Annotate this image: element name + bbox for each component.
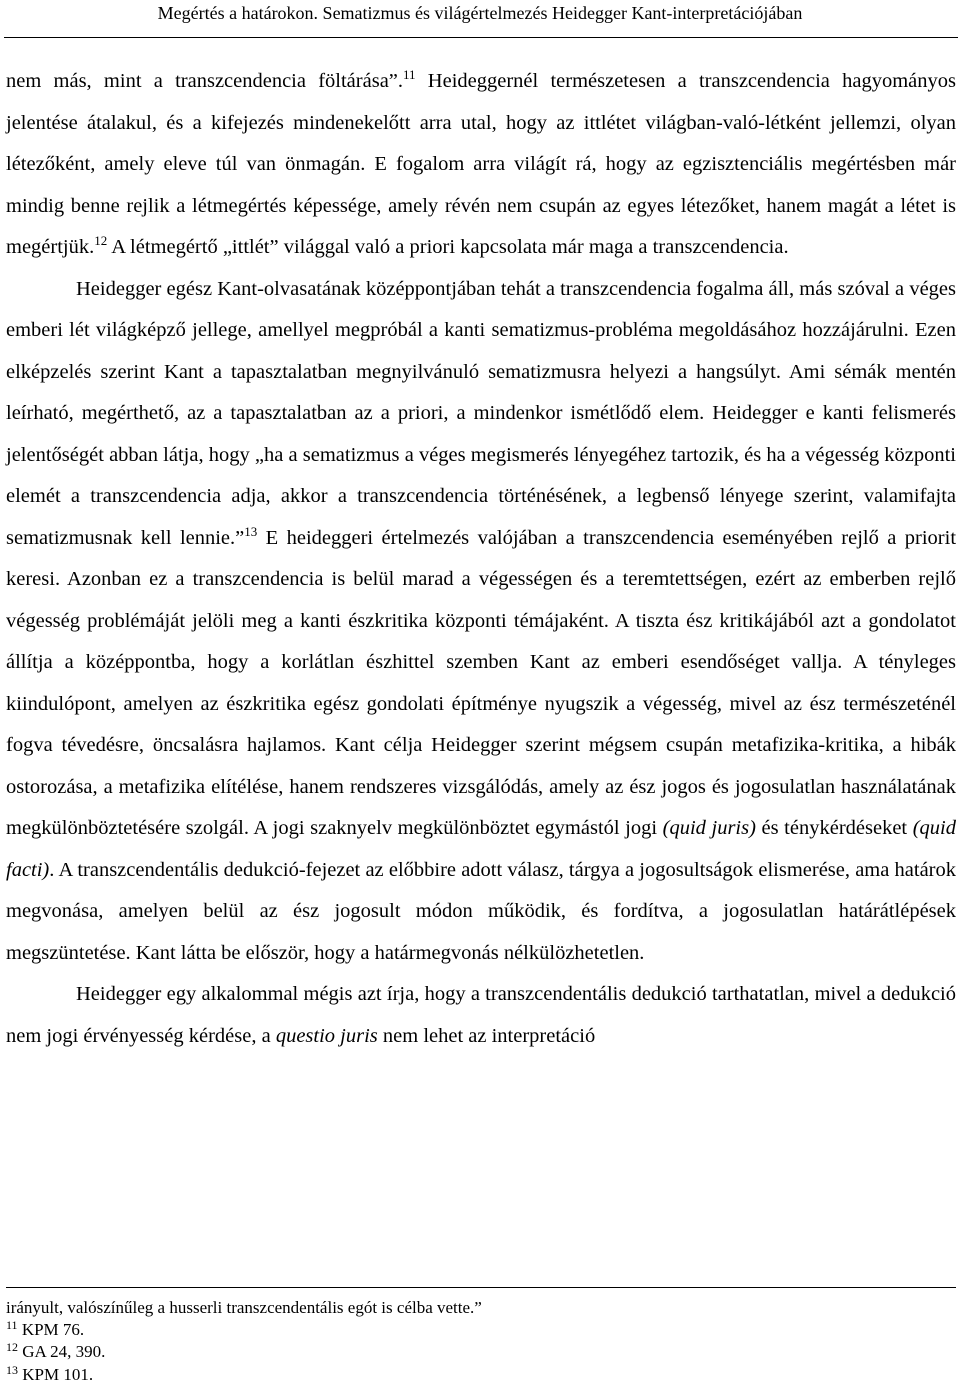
- paragraph-2: [6, 269, 956, 975]
- footnote-text: GA 24, 390.: [18, 1342, 106, 1362]
- footnote-text: KPM 76.: [17, 1320, 85, 1340]
- footnote-number: 13: [6, 1362, 18, 1377]
- footnote-number: 11: [6, 1318, 18, 1333]
- footnote-ref-11: 11: [403, 67, 416, 82]
- paragraph-3-text-a: Heidegger egy alkalommal mégis azt írja, hogy a transzcendentális dedukció tarthatatlan, mivel a dedukció nem jogi érvényesség kérdése, a: [6, 983, 956, 1047]
- paragraph-2-text-a: Heidegger egész Kant-olvasatának középpontjában tehát a transzcendencia fogalma áll, más szóval a véges emberi lét világképző jellege, amellyel megpróbál a kanti sematizmus-probléma megoldásához hozzájárulni. Ezen elképzelés szerint Kant a tapasztalatban megnyilvánuló sematizmusra helyezi a hangsúlyt. Ami sémák mentén leírható, megérthető, az a tapasztalatban az a priori, a mindenkor ismétlődő elem. Heidegger e kanti felismerés jelentőségét abban látja, hogy „ha a sematizmus a véges megismerés lényegéhez tartozik, és ha a végesség központi elemét a transzcendencia adja, akkor a transzcendencia történésének, a legbenső lényege szerint, valamifajta sematizmusnak kell lennie.”: [6, 277, 956, 549]
- paragraph-3: [6, 974, 956, 1057]
- paragraph-1-text-a: nem más, mint a transzcendencia föltárása”.: [6, 70, 404, 92]
- latin-term-questio-juris: questio juris: [275, 1024, 378, 1047]
- running-header: Megértés a határokon. Sematizmus és világértelmezés Heidegger Kant-interpretációjában: [157, 3, 803, 23]
- footnote-13: [6, 1364, 956, 1386]
- paragraph-1-text-b: Heideggernél természetesen a transzcendencia hagyományos jelentése átalakul, és a kifejezés mindenekelőtt arra utal, hogy az ittlétet világban-való-létként jellemzi, olyan létezőként, amely eleve túl van önmagán. E fogalom arra világít rá, hogy az egzisztenciális megértésben már mindig benne rejlik a létmegértés képessége, amely révén nem csupán az egyes létezőket, hanem magát a létet is megértjük.: [6, 70, 956, 258]
- footnote-12: [6, 1341, 956, 1363]
- header-rule: [4, 37, 958, 38]
- footnote-number: 12: [6, 1340, 18, 1355]
- paragraph-2-text-c: és ténykérdéseket: [755, 817, 913, 839]
- paragraph-2-text-d: . A transzcendentális dedukció-fejezet az előbbire adott válasz, tárgya a jogosultságok elismerése, ama határok megvonása, amelyen belül az ész jogosult módon működik, és fordítva, a jogosulatlan határátlépések megszüntetése. Kant látta be először, hogy a határmegvonás nélkülözhetetlen.: [6, 858, 956, 964]
- footnote-ref-12: 12: [94, 233, 108, 248]
- footnote-ref-13: 13: [244, 523, 258, 539]
- paragraph-2-text-b: E heideggeri értelmezés valójában a transzcendencia eseményében rejlő a priorit keresi. Azonban ez a transzcendencia is belül marad a végességen és a teremtettségen, ezért az emberben rejlő végesség problémáját jelöli meg a kanti észkritika központi témájaként. A tiszta ész kritikájából azt a gondolatot állítja a középpontba, hogy a korlátlan észhittel szemben Kant az emberi esendőséget vallja. A tényleges kiindulópont, amelyen az észkritika egész gondolati építménye nyugszik a végesség, mivel az ész természeténél fogva tévedésre, öncsalásra hajlamos. Kant célja Heidegger szerint mégsem csupán metafizika-kritika, a hibák ostorozása, a metafizika elítélése, hanem rendszeres vizsgálódás, amely az ész jogos és jogosulatlan használatának megkülönböztetésére szolgál. A jogi szaknyelv megkülönböztet egymástól jogi: [6, 526, 957, 839]
- footnote-text: KPM 101.: [18, 1364, 94, 1384]
- footnote-continued: irányult, valószínűleg a husserli transzcendentális egót is célba vette.”: [6, 1298, 482, 1317]
- footnote-separator: [6, 1287, 956, 1288]
- paragraph-1: [6, 61, 956, 269]
- main-text: [6, 61, 956, 1057]
- latin-term-quid-facti: (quid facti): [6, 817, 956, 881]
- paragraph-1-text-c: A létmegértő „ittlét” világgal való a priori kapcsolata már maga a transzcendencia.: [107, 236, 789, 258]
- latin-term-quid-juris: (quid juris): [662, 817, 756, 839]
- paragraph-3-text-b: nem lehet az interpretáció: [377, 1024, 596, 1047]
- footnote-11: [6, 1319, 956, 1341]
- footnotes: [6, 1297, 956, 1386]
